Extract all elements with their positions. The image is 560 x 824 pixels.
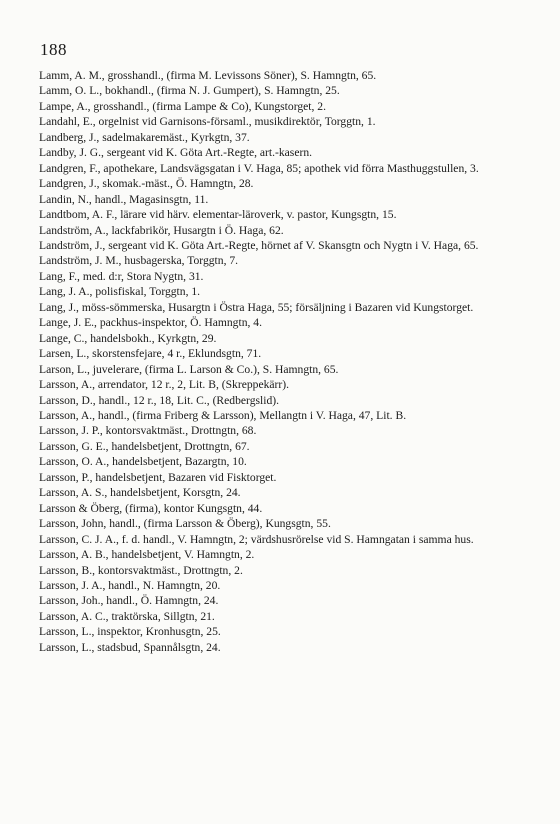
directory-entry: Larsson, D., handl., 12 r., 18, Lit. C., (Redbergslid). <box>39 393 280 407</box>
directory-entry: Larsson, J. P., kontorsvaktmäst., Drottngtn, 68. <box>39 424 257 438</box>
directory-entry: Larsson, L., stadsbud, Spannålsgtn, 24. <box>39 640 221 654</box>
directory-entry: Larsson, A., arrendator, 12 r., 2, Lit. B, (Skreppekärr). <box>39 378 290 392</box>
directory-entry: Landberg, J., sadelmakaremäst., Kyrkgtn, 37. <box>39 130 250 144</box>
directory-entry: Larsson, J. A., handl., N. Hamngtn, 20. <box>39 578 221 592</box>
directory-entry: Larson, L., juvelerare, (firma L. Larson & Co.), S. Hamngtn, 65. <box>39 362 339 376</box>
directory-entry: Larsson, John, handl., (firma Larsson & Öberg), Kungsgtn, 55. <box>39 517 331 531</box>
directory-entry: Larsson, A. S., handelsbetjent, Korsgtn, 24. <box>39 486 241 500</box>
directory-entry: Lange, C., handelsbokh., Kyrkgtn, 29. <box>39 331 217 345</box>
directory-entry: Larsson, L., inspektor, Kronhusgtn, 25. <box>39 625 221 639</box>
directory-entry: Lang, F., med. d:r, Stora Nygtn, 31. <box>39 269 204 283</box>
directory-entry: Larsson, A., handl., (firma Friberg & Larsson), Mellangtn i V. Haga, 47, Lit. B. <box>39 408 407 422</box>
directory-entry: Landgren, J., skomak.-mäst., Ö. Hamngtn, 28. <box>39 177 254 191</box>
directory-entry: Larsson & Öberg, (firma), kontor Kungsgtn, 44. <box>39 501 263 515</box>
directory-entry: Landin, N., handl., Magasinsgtn, 11. <box>39 192 209 206</box>
directory-entry: Larsson, G. E., handelsbetjent, Drottngtn, 67. <box>39 439 250 453</box>
directory-entry: Larsson, Joh., handl., Ö. Hamngtn, 24. <box>39 594 219 608</box>
directory-entry: Lang, J. A., polisfiskal, Torggtn, 1. <box>39 285 201 299</box>
directory-entry: Larsson, P., handelsbetjent, Bazaren vid Fisktorget. <box>39 470 277 484</box>
directory-entry: Landström, J. M., husbagerska, Torggtn, 7. <box>39 254 239 268</box>
directory-entry: Larsson, O. A., handelsbetjent, Bazargtn, 10. <box>39 455 247 469</box>
directory-entry: Larsson, C. J. A., f. d. handl., V. Hamngtn, 2; värdshusrörelse vid S. Hamngatan i samma hus. <box>39 532 474 546</box>
directory-entry: Landgren, F., apothekare, Landsvägsgatan i V. Haga, 85; apothek vid förra Masthuggstullen, 3. <box>39 161 479 175</box>
directory-entry: Larsen, L., skorstensfejare, 4 r., Eklundsgtn, 71. <box>39 347 262 361</box>
directory-entry: Landström, J., sergeant vid K. Göta Art.-Regte, hörnet af V. Skansgtn och Nygtn i V. Haga, 65. <box>39 238 479 252</box>
directory-entry-list <box>39 68 545 655</box>
directory-entry: Lange, J. E., packhus-inspektor, Ö. Hamngtn, 4. <box>39 316 262 330</box>
directory-entry: Landtbom, A. F., lärare vid härv. elementar-läroverk, v. pastor, Kungsgtn, 15. <box>39 208 397 222</box>
directory-entry: Lamm, O. L., bokhandl., (firma N. J. Gumpert), S. Hamngtn, 25. <box>39 84 340 98</box>
directory-entry: Lamm, A. M., grosshandl., (firma M. Levissons Söner), S. Hamngtn, 65. <box>39 69 377 82</box>
directory-entry: Landström, A., lackfabrikör, Husargtn i Ö. Haga, 62. <box>39 223 284 237</box>
directory-entry: Larsson, B., kontorsvaktmäst., Drottngtn, 2. <box>39 563 243 577</box>
directory-entry: Landahl, E., orgelnist vid Garnisons-församl., musikdirektör, Torggtn, 1. <box>39 115 376 129</box>
directory-entry: Lang, J., möss-sömmerska, Husargtn i Östra Haga, 55; försäljning i Bazaren vid Kungstorget. <box>39 300 474 314</box>
page-number: 188 <box>40 40 67 59</box>
directory-entry: Landby, J. G., sergeant vid K. Göta Art.-Regte, art.-kasern. <box>39 146 313 160</box>
directory-entry: Lampe, A., grosshandl., (firma Lampe & Co), Kungstorget, 2. <box>39 99 327 113</box>
directory-entry: Larsson, A. B., handelsbetjent, V. Hamngtn, 2. <box>39 548 255 562</box>
directory-entry: Larsson, A. C., traktörska, Sillgtn, 21. <box>39 609 215 623</box>
